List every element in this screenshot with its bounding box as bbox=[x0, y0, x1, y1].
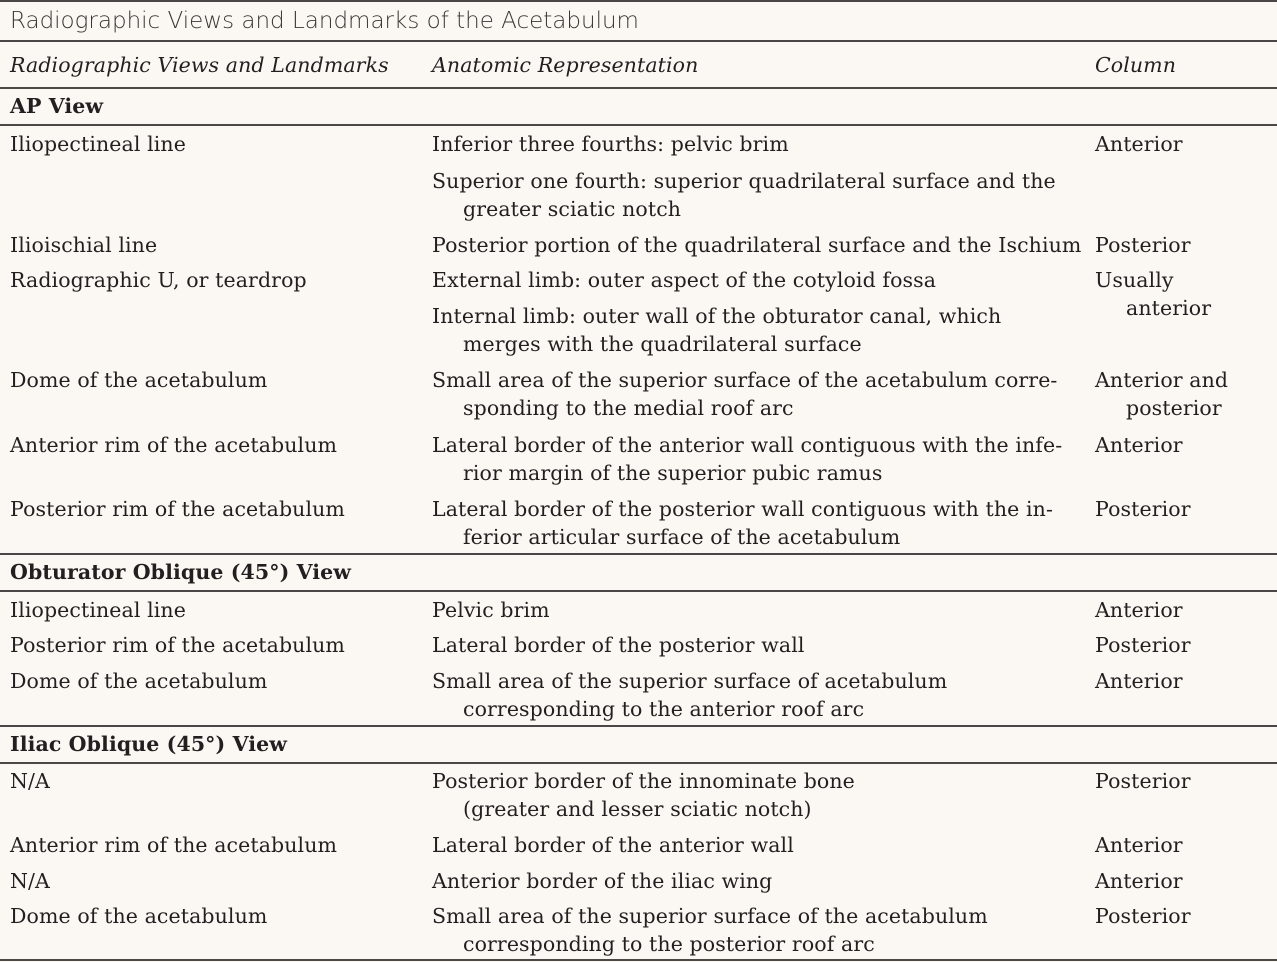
rule-section bbox=[0, 124, 1277, 126]
landmark-cell: Iliopectineal line bbox=[10, 132, 186, 156]
section-ap-view: AP View bbox=[10, 94, 104, 118]
column-cell: anterior bbox=[1126, 296, 1212, 320]
representation-cell: External limb: outer aspect of the cotyloid fossa bbox=[432, 268, 937, 292]
representation-cell: Lateral border of the posterior wall contiguous with the in- bbox=[432, 497, 1053, 521]
representation-cell: Posterior border of the innominate bone bbox=[432, 769, 855, 793]
representation-cell: Small area of the superior surface of acetabulum bbox=[432, 669, 948, 693]
column-cell: Anterior bbox=[1095, 433, 1183, 457]
representation-cell: ferior articular surface of the acetabulum bbox=[463, 525, 901, 549]
column-cell: Anterior bbox=[1095, 598, 1183, 622]
representation-cell: Pelvic brim bbox=[432, 598, 550, 622]
rule-bottom bbox=[0, 959, 1277, 961]
rule-top bbox=[0, 0, 1277, 2]
rule-section bbox=[0, 762, 1277, 764]
representation-cell: Anterior border of the iliac wing bbox=[432, 869, 773, 893]
column-cell: Anterior bbox=[1095, 132, 1183, 156]
landmark-cell: Dome of the acetabulum bbox=[10, 669, 268, 693]
landmark-cell: Posterior rim of the acetabulum bbox=[10, 497, 345, 521]
column-cell: Anterior bbox=[1095, 833, 1183, 857]
header-representation: Anatomic Representation bbox=[432, 53, 699, 77]
representation-cell: Internal limb: outer wall of the obturator canal, which bbox=[432, 304, 1002, 328]
representation-cell: Posterior portion of the quadrilateral surface and the Ischium bbox=[432, 233, 1082, 257]
column-cell: Anterior bbox=[1095, 669, 1183, 693]
representation-cell: Small area of the superior surface of the acetabulum corre- bbox=[432, 368, 1058, 392]
rule-title bbox=[0, 40, 1277, 42]
representation-cell: Lateral border of the posterior wall bbox=[432, 633, 805, 657]
landmark-cell: Ilioischial line bbox=[10, 233, 158, 257]
representation-cell: Small area of the superior surface of the acetabulum bbox=[432, 904, 988, 928]
landmark-cell: Anterior rim of the acetabulum bbox=[10, 833, 338, 857]
column-cell: Posterior bbox=[1095, 769, 1191, 793]
representation-cell: greater sciatic notch bbox=[463, 197, 682, 221]
table-title: Radiographic Views and Landmarks of the Acetabulum bbox=[10, 8, 639, 34]
column-cell: Posterior bbox=[1095, 633, 1191, 657]
header-landmarks: Radiographic Views and Landmarks bbox=[10, 53, 389, 77]
landmark-cell: Dome of the acetabulum bbox=[10, 368, 268, 392]
representation-cell: corresponding to the anterior roof arc bbox=[463, 697, 865, 721]
landmark-cell: N/A bbox=[10, 869, 50, 893]
representation-cell: Lateral border of the anterior wall bbox=[432, 833, 794, 857]
section-obturator-oblique: Obturator Oblique (45°) View bbox=[10, 560, 352, 584]
rule-section bbox=[0, 553, 1277, 555]
rule-section bbox=[0, 590, 1277, 592]
representation-cell: sponding to the medial roof arc bbox=[463, 396, 794, 420]
column-cell: Anterior bbox=[1095, 869, 1183, 893]
column-cell: Posterior bbox=[1095, 904, 1191, 928]
representation-cell: rior margin of the superior pubic ramus bbox=[463, 461, 883, 485]
representation-cell: corresponding to the posterior roof arc bbox=[463, 932, 875, 956]
landmark-cell: Posterior rim of the acetabulum bbox=[10, 633, 345, 657]
column-cell: Posterior bbox=[1095, 233, 1191, 257]
column-cell: Anterior and bbox=[1095, 368, 1229, 392]
representation-cell: Superior one fourth: superior quadrilateral surface and the bbox=[432, 169, 1056, 193]
representation-cell: Lateral border of the anterior wall contiguous with the infe- bbox=[432, 433, 1063, 457]
representation-cell: Inferior three fourths: pelvic brim bbox=[432, 132, 789, 156]
landmark-cell: Radiographic U, or teardrop bbox=[10, 268, 307, 292]
header-column: Column bbox=[1095, 53, 1177, 77]
section-iliac-oblique: Iliac Oblique (45°) View bbox=[10, 732, 287, 756]
column-cell: posterior bbox=[1126, 396, 1222, 420]
landmark-cell: Iliopectineal line bbox=[10, 598, 186, 622]
landmark-cell: Dome of the acetabulum bbox=[10, 904, 268, 928]
column-cell: Usually bbox=[1095, 268, 1174, 292]
rule-section bbox=[0, 725, 1277, 727]
column-cell: Posterior bbox=[1095, 497, 1191, 521]
representation-cell: (greater and lesser sciatic notch) bbox=[463, 797, 812, 821]
landmark-cell: Anterior rim of the acetabulum bbox=[10, 433, 338, 457]
representation-cell: merges with the quadrilateral surface bbox=[463, 332, 862, 356]
landmark-cell: N/A bbox=[10, 769, 50, 793]
rule-header bbox=[0, 87, 1277, 89]
